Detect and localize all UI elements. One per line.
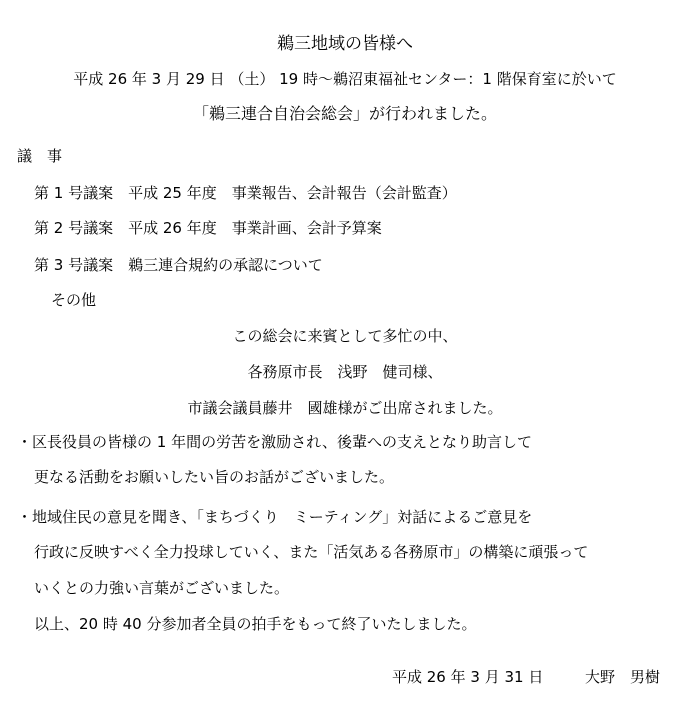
agenda-other: その他 bbox=[51, 291, 97, 309]
footer-date: 平成 26 年 3 月 31 日 bbox=[392, 668, 544, 686]
remark-2-line-2: 行政に反映すべく全力投球していく、また「活気ある各務原市」の構築に頑張って bbox=[34, 543, 589, 561]
remark-1-line-2: 更なる活動をお願いしたい旨のお話がございました。 bbox=[34, 468, 395, 486]
guest-line-3: 市議会議員藤井 國雄様がご出席されました。 bbox=[187, 399, 503, 417]
agenda-item-1: 第 1 号議案 平成 25 年度 事業報告、会計報告（会計監査） bbox=[34, 184, 457, 202]
agenda-item-2: 第 2 号議案 平成 26 年度 事業計画、会計予算案 bbox=[34, 219, 382, 237]
agenda-item-3: 第 3 号議案 鵜三連合規約の承認について bbox=[34, 256, 323, 274]
remark-2-line-3: いくとの力強い言葉がございました。 bbox=[34, 579, 290, 597]
guest-line-2: 各務原市長 浅野 健司様、 bbox=[247, 363, 443, 381]
meeting-announcement: 「鵜三連合自治会総会」が行われました。 bbox=[192, 104, 497, 123]
remark-2-line-1: ・地域住民の意見を聞き、「まちづくり ミーティング」対話によるご意見を bbox=[17, 508, 533, 526]
guest-line-1: この総会に来賓として多忙の中、 bbox=[232, 327, 458, 345]
closing-statement: 以上、20 時 40 分参加者全員の拍手をもって終了いたしました。 bbox=[34, 615, 477, 633]
document-title: 鵜三地域の皆様へ bbox=[277, 34, 413, 54]
remark-1-line-1: ・区長役員の皆様の 1 年間の労苦を激励され、後輩への支えとなり助言して bbox=[17, 433, 532, 451]
footer-author: 大野 男樹 bbox=[585, 668, 661, 686]
agenda-heading: 議 事 bbox=[17, 147, 63, 165]
event-details: 平成 26 年 3 月 29 日 （土） 19 時～鵜沼東福祉センター：1 階保育室に於いて bbox=[73, 70, 617, 88]
